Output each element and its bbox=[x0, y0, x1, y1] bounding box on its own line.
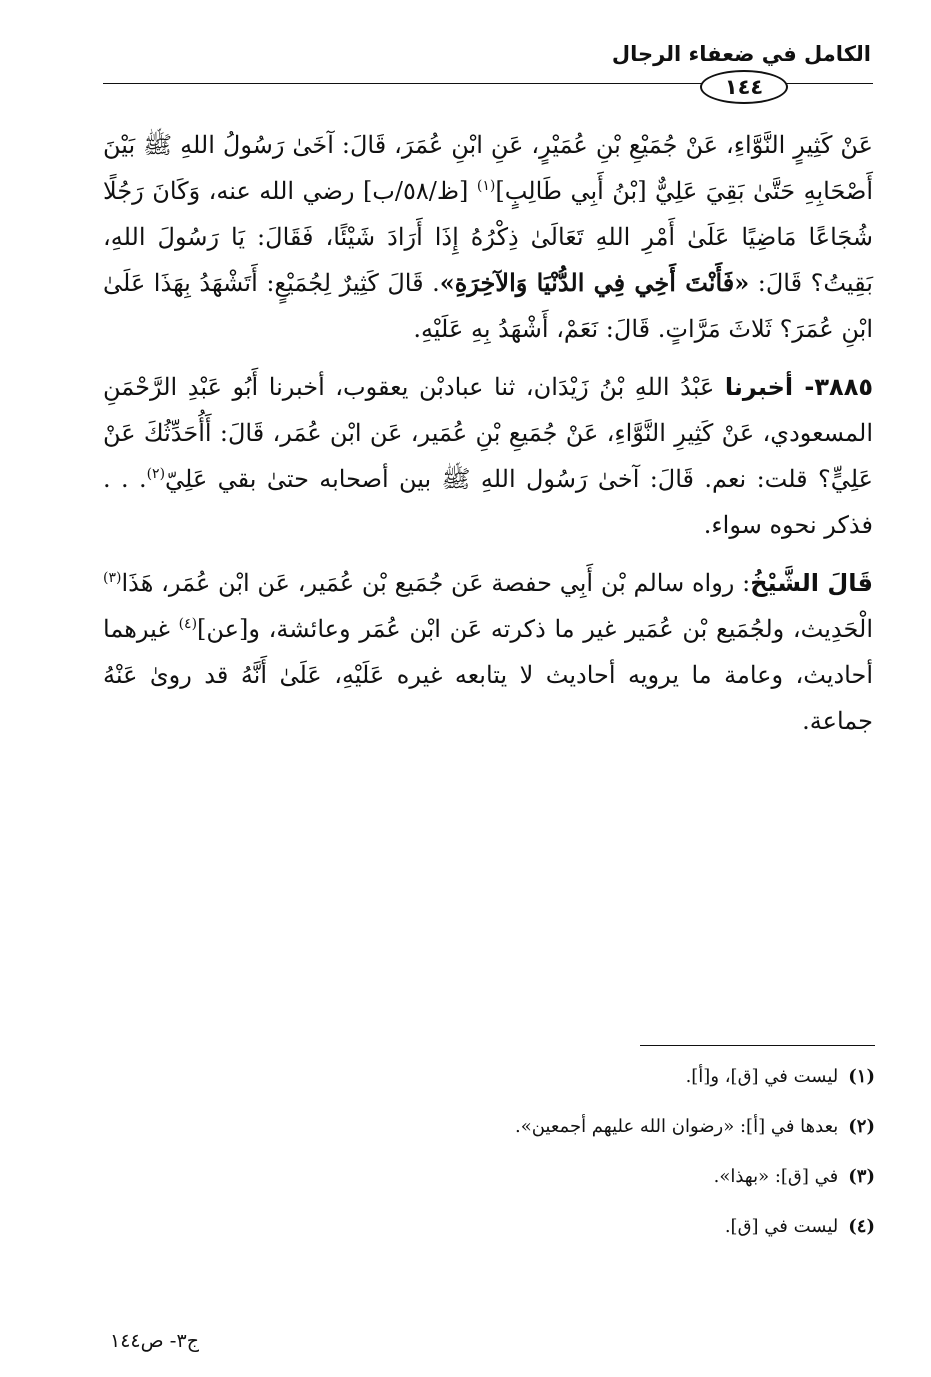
paragraph-1 bbox=[103, 122, 873, 352]
page-reference: ج٣- ص١٤٤ bbox=[110, 1330, 199, 1352]
footnote-number: (٢) bbox=[848, 1116, 875, 1137]
lead-word: قَالَ الشَّيْخُ bbox=[750, 569, 873, 597]
paragraph-3 bbox=[103, 560, 873, 744]
page-number: ١٤٤ bbox=[700, 70, 788, 104]
footnote-rule bbox=[640, 1045, 875, 1046]
main-text bbox=[103, 122, 873, 756]
footnote-text: في [ق]: «بهذا». bbox=[713, 1166, 839, 1187]
footnote-number: (٣) bbox=[848, 1166, 875, 1187]
lead-word: أخبرنا bbox=[724, 373, 794, 401]
footnote-text: بعدها في [أ]: «رضوان الله عليهم أجمعين». bbox=[515, 1116, 839, 1137]
footnote bbox=[103, 1158, 875, 1208]
hadith-number: ٣٨٨٥- bbox=[793, 373, 873, 401]
footnote-ref-2: (٢) bbox=[146, 466, 166, 482]
footnote-text: ليست في [ق]. bbox=[724, 1216, 839, 1237]
page-header bbox=[103, 30, 873, 100]
paragraph-2 bbox=[103, 364, 873, 548]
paragraph-text: عَبْدُ اللهِ بْنُ زَيْدَان، ثنا عبادبْن يعقوب، أخبرنا أَبُو عَبْدِ الرَّحْمَنِ المسعودي، عَنْ كَثِيرِ النَّوَّاءِ، عَنْ جُمَيعِ بْنِ عُمَير، عَن ابْن عُمَر، قَالَ: أَأُحَدِّثُكَ عَنْ عَلِيٍّ؟ قلت: نعم. قَالَ: آخىٰ رَسُول اللهِ ﷺ بين أصحابه حتىٰ بقي عَلِيّ bbox=[103, 373, 873, 493]
book-title: الكامل في ضعفاء الرجال bbox=[611, 42, 871, 66]
footnote-number: (١) bbox=[848, 1066, 875, 1087]
paragraph-text: . قَالَ كَثِيرٌ لِجُمَيْعٍ: أَتَشْهَدُ بِهَذَا عَلَىٰ ابْنِ عُمَرَ؟ ثَلاثَ مَرَّاتٍ. قَالَ: نَعَمْ، أَشْهَدُ بِهِ عَلَيْهِ. bbox=[103, 269, 873, 343]
footnote bbox=[103, 1058, 875, 1108]
paragraph-text: عَنْ كَثِيرٍ النَّوَّاءِ، عَنْ جُمَيْعِ بْنِ عُمَيْرٍ، عَنِ ابْنِ عُمَرَ، قَالَ: آخَىٰ رَسُولُ اللهِ ﷺ بَيْنَ أَصْحَابِهِ حَتَّىٰ بَقِيَ عَلِيٌّ [بْنُ أَبِي طَالِبٍ] bbox=[103, 131, 874, 205]
paragraph-text: الْحَدِيث، ولجُمَيع بْن عُمَير غير ما ذكرته عَن ابْن عُمَر وعائشة، و[عن] bbox=[197, 615, 873, 643]
footnote-ref-3: (٣) bbox=[103, 570, 122, 586]
hadith-quote: «فَأَنْتَ أَخِي فِي الدُّنْيَا وَالآخِرَةِ» bbox=[439, 268, 750, 297]
footnote bbox=[103, 1108, 875, 1158]
paragraph-text: . . . فذكر نحوه سواء. bbox=[103, 465, 873, 539]
footnote-ref-4: (٤) bbox=[178, 616, 198, 632]
paragraph-text: [ظ/٥٨/ب] رضي الله عنه، وَكَانَ رَجُلًا شُجَاعًا مَاضِيًا عَلَىٰ أَمْرِ اللهِ تَعَالَىٰ ذِكْرُهُ إِذَا أَرَادَ شَيْئًا، فَقَالَ: يَا رَسُولَ اللهِ، بَقِيتُ؟ قَالَ: bbox=[103, 177, 873, 297]
paragraph-text: : رواه سالم بْن أَبِي حفصة عَن جُمَيع بْن عُمَير، عَن ابْن عُمَر، هَذَا bbox=[121, 569, 751, 597]
footnotes bbox=[103, 1058, 875, 1258]
footnote-ref-1: (١) bbox=[476, 178, 496, 194]
paragraph-text: غيرهما أحاديث، وعامة ما يرويه أحاديث لا يتابعه غيره عَلَيْهِ، عَلَىٰ أَنَّهُ قد روىٰ عَنْهُ جماعة. bbox=[103, 615, 873, 735]
footnote-number: (٤) bbox=[848, 1216, 875, 1237]
footnote-text: ليست في [ق]، و[أ]. bbox=[685, 1066, 839, 1087]
footnote bbox=[103, 1208, 875, 1258]
